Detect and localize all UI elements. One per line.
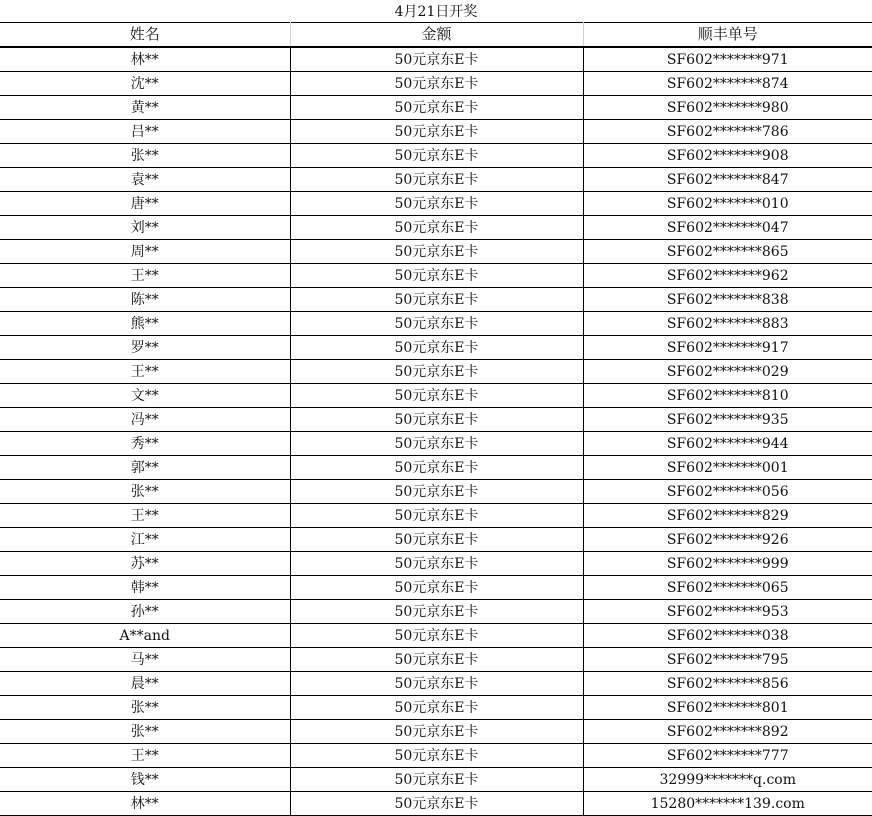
cell-order: SF602*******795 [583,648,872,672]
cell-name: 熊** [0,312,290,336]
cell-amount: 50元京东E卡 [290,240,583,264]
cell-amount: 50元京东E卡 [290,552,583,576]
cell-name: 张** [0,480,290,504]
cell-order: SF602*******980 [583,96,872,120]
cell-name: 刘** [0,216,290,240]
cell-name: 文** [0,384,290,408]
table-row [0,768,872,792]
cell-name: 林** [0,47,290,72]
cell-amount: 50元京东E卡 [290,432,583,456]
table-row [0,96,872,120]
cell-amount: 50元京东E卡 [290,408,583,432]
column-header-name: 姓名 [0,23,290,48]
cell-order: SF602*******810 [583,384,872,408]
cell-order: SF602*******971 [583,47,872,72]
cell-amount: 50元京东E卡 [290,768,583,792]
cell-order: SF602*******829 [583,504,872,528]
sheet-title: 4月21日开奖 [394,4,478,20]
cell-order: SF602*******856 [583,672,872,696]
cell-amount: 50元京东E卡 [290,792,583,816]
table-row [0,672,872,696]
cell-amount: 50元京东E卡 [290,312,583,336]
column-header-amount: 金额 [290,23,583,48]
cell-name: 苏** [0,552,290,576]
cell-order: SF602*******953 [583,600,872,624]
cell-amount: 50元京东E卡 [290,456,583,480]
cell-order: SF602*******935 [583,408,872,432]
column-header-order: 顺丰单号 [583,23,872,48]
cell-order: SF602*******847 [583,168,872,192]
cell-name: 罗** [0,336,290,360]
table-row [0,288,872,312]
table-row [0,528,872,552]
cell-amount: 50元京东E卡 [290,600,583,624]
cell-name: 陈** [0,288,290,312]
cell-name: 沈** [0,72,290,96]
cell-name: 唐** [0,192,290,216]
cell-name: 张** [0,720,290,744]
cell-order: 15280*******139.com [583,792,872,816]
cell-order: SF602*******029 [583,360,872,384]
cell-name: 江** [0,528,290,552]
cell-amount: 50元京东E卡 [290,648,583,672]
cell-order: SF602*******786 [583,120,872,144]
cell-amount: 50元京东E卡 [290,720,583,744]
cell-order: SF602*******874 [583,72,872,96]
cell-order: SF602*******010 [583,192,872,216]
cell-order: SF602*******926 [583,528,872,552]
cell-name: 王** [0,504,290,528]
cell-amount: 50元京东E卡 [290,264,583,288]
table-row [0,456,872,480]
winners-table [0,22,872,816]
cell-name: 张** [0,144,290,168]
cell-amount: 50元京东E卡 [290,216,583,240]
table-row [0,120,872,144]
table-row [0,696,872,720]
table-row [0,47,872,72]
cell-order: SF602*******065 [583,576,872,600]
cell-order: SF602*******777 [583,744,872,768]
cell-amount: 50元京东E卡 [290,192,583,216]
table-row [0,600,872,624]
cell-name: 孙** [0,600,290,624]
cell-name: 马** [0,648,290,672]
cell-order: SF602*******056 [583,480,872,504]
cell-amount: 50元京东E卡 [290,168,583,192]
cell-amount: 50元京东E卡 [290,384,583,408]
table-row [0,576,872,600]
cell-amount: 50元京东E卡 [290,288,583,312]
cell-amount: 50元京东E卡 [290,504,583,528]
table-row [0,744,872,768]
table-row [0,480,872,504]
cell-name: 王** [0,744,290,768]
table-row [0,144,872,168]
cell-amount: 50元京东E卡 [290,96,583,120]
cell-amount: 50元京东E卡 [290,696,583,720]
cell-order: SF602*******883 [583,312,872,336]
table-row [0,192,872,216]
table-row [0,408,872,432]
cell-name: 王** [0,264,290,288]
cell-order: SF602*******908 [583,144,872,168]
cell-amount: 50元京东E卡 [290,47,583,72]
cell-amount: 50元京东E卡 [290,528,583,552]
cell-amount: 50元京东E卡 [290,624,583,648]
cell-amount: 50元京东E卡 [290,480,583,504]
cell-name: 黄** [0,96,290,120]
table-row [0,216,872,240]
header-row [0,23,872,48]
cell-name: 王** [0,360,290,384]
table-body [0,47,872,816]
cell-order: SF602*******999 [583,552,872,576]
cell-name: 钱** [0,768,290,792]
cell-order: 32999*******q.com [583,768,872,792]
table-row [0,720,872,744]
table-row [0,240,872,264]
table-row [0,648,872,672]
table-row [0,432,872,456]
cell-amount: 50元京东E卡 [290,72,583,96]
table-row [0,264,872,288]
cell-amount: 50元京东E卡 [290,576,583,600]
cell-name: 吕** [0,120,290,144]
cell-amount: 50元京东E卡 [290,120,583,144]
cell-order: SF602*******917 [583,336,872,360]
cell-name: 郭** [0,456,290,480]
cell-order: SF602*******047 [583,216,872,240]
cell-order: SF602*******944 [583,432,872,456]
cell-name: 秀** [0,432,290,456]
cell-order: SF602*******801 [583,696,872,720]
table-row [0,168,872,192]
cell-name: 袁** [0,168,290,192]
cell-order: SF602*******892 [583,720,872,744]
cell-amount: 50元京东E卡 [290,360,583,384]
cell-name: 周** [0,240,290,264]
cell-name: A**and [0,624,290,648]
cell-name: 林** [0,792,290,816]
table-row [0,360,872,384]
table-row [0,384,872,408]
table-row [0,624,872,648]
table-row [0,336,872,360]
cell-amount: 50元京东E卡 [290,744,583,768]
cell-amount: 50元京东E卡 [290,336,583,360]
cell-order: SF602*******838 [583,288,872,312]
cell-name: 韩** [0,576,290,600]
cell-amount: 50元京东E卡 [290,672,583,696]
cell-name: 晨** [0,672,290,696]
cell-order: SF602*******865 [583,240,872,264]
table-row [0,504,872,528]
table-row [0,552,872,576]
table-row [0,72,872,96]
cell-order: SF602*******962 [583,264,872,288]
cell-order: SF602*******038 [583,624,872,648]
table-row [0,312,872,336]
cell-amount: 50元京东E卡 [290,144,583,168]
cell-order: SF602*******001 [583,456,872,480]
cell-name: 张** [0,696,290,720]
cell-name: 冯** [0,408,290,432]
